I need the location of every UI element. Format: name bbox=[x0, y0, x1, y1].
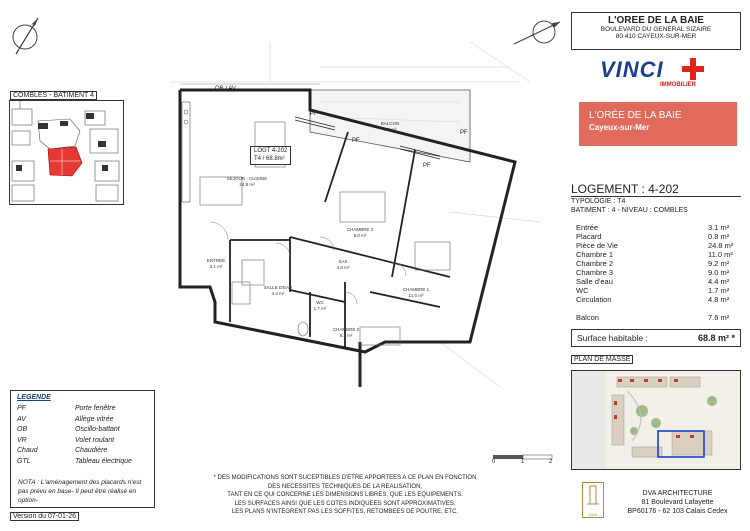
version-label: Version du 07-01-26 bbox=[10, 512, 79, 521]
logement-panel bbox=[571, 182, 741, 215]
table-row: Chambre 2 9.2 m² bbox=[576, 259, 730, 268]
window-mark: PF bbox=[460, 130, 468, 136]
room-label-wc: WC 1.7 m² bbox=[313, 300, 327, 311]
room-label-chambre-3: CHAMBRE 3 9.0 m² bbox=[346, 227, 374, 238]
table-row: Circulation 4.8 m² bbox=[576, 295, 730, 304]
vinci-cross-icon bbox=[682, 58, 704, 80]
legend-title: LEGENDE bbox=[17, 394, 51, 401]
window-mark: PF bbox=[310, 111, 318, 117]
plan-masse bbox=[571, 370, 741, 470]
scale-bar: 0 1 2 bbox=[493, 450, 553, 470]
legend-item: OB Oscillo-battant bbox=[17, 426, 120, 433]
architect-logo: DVA bbox=[582, 482, 604, 518]
address-line-1: BOULEVARD DU GENERAL SIZAIRE bbox=[600, 26, 712, 33]
window-mark: PF bbox=[352, 138, 360, 144]
plan-masse-title: PLAN DE MASSE bbox=[571, 355, 633, 364]
table-row: Salle d'eau 4.4 m² bbox=[576, 277, 730, 286]
table-row: Placard 0.8 m² bbox=[576, 232, 730, 241]
project-header bbox=[571, 12, 741, 50]
legend-item: AV Allège vitrée bbox=[17, 415, 114, 423]
table-row: Chambre 1 11.0 m² bbox=[576, 250, 733, 259]
legend-note: NOTA : L'aménagement des placards n'est pas prévu en base- Il peut être réalisé en option- bbox=[18, 478, 153, 505]
table-row: Chambre 3 9.0 m² bbox=[576, 268, 730, 277]
window-mark: OB / AV bbox=[215, 86, 236, 92]
table-row: Entrée 3.1 m² bbox=[576, 223, 730, 232]
project-banner: L'ORÉE DE LA BAIE Cayeux-sur-Mer bbox=[579, 102, 737, 146]
room-label-chambre-1: CHAMBRE 1 11.0 m² bbox=[402, 287, 430, 298]
room-label-entree: ENTREE 3.1 m² bbox=[206, 258, 226, 269]
legend-item: GTL Tableau électrique bbox=[17, 457, 132, 465]
compass-icon bbox=[512, 14, 562, 50]
project-title: L'OREE DE LA BAIE bbox=[608, 15, 704, 26]
dva-emblem-icon bbox=[583, 483, 603, 507]
architect-info: DVA ARCHITECTURE 81 Boulevard Lafayette BP60176 - 62 103 Calais Cedex bbox=[627, 490, 728, 515]
room-label-sas: SAS 4.8 m² bbox=[336, 259, 350, 270]
room-label-salle-eau: SALLE D'EAU 4.4 m² bbox=[263, 285, 293, 296]
key-plan-title: COMBLES - BATIMENT 4 bbox=[10, 91, 97, 100]
legend-item: PF Porte fenêtre bbox=[17, 405, 116, 412]
window-mark: PF bbox=[423, 163, 431, 169]
table-row-balcon: Balcon 7.6 m² bbox=[576, 313, 730, 322]
room-label-chambre-2: CHAMBRE 2 9.2 m² bbox=[332, 327, 360, 338]
table-row: Pièce de Vie 24.8 m² bbox=[576, 241, 734, 250]
surfaces-table bbox=[576, 223, 738, 322]
north-arrow-icon bbox=[8, 14, 42, 60]
typologie: TYPOLOGIE : T4 bbox=[571, 198, 626, 205]
table-row: WC 1.7 m² bbox=[576, 286, 730, 295]
batiment: BATIMENT : 4 - NIVEAU : COMBLES bbox=[571, 207, 688, 214]
disclaimer: * DES MODIFICATIONS SONT SUCEPTIBLES D'ETRE APPORTEES A CE PLAN EN FONCTION DES NECESSITES TECHNIQUES DE LA REALISATION, TANT EN CE QUI CONCERNE LES DIMENSIONS LIBRES, QUE LES EQUIPEMENTS. LES SURFACES AINSI QUE LES COTES INDIQUEES SONT APPROXIMATIVES. LES PLANS N'INTEGRENT PAS LES SOFFITES, RETOMBEES DE POUTRE, ETC. bbox=[213, 475, 477, 515]
key-plan bbox=[9, 100, 124, 205]
room-label-balcon: BALCON 7.6 m² bbox=[380, 121, 400, 132]
vinci-logo: VINCI IMMOBILIER bbox=[600, 58, 710, 92]
logement-title: LOGEMENT : 4-202 bbox=[571, 182, 741, 197]
surface-habitable: Surface habitable : 68.8 m² * bbox=[571, 329, 741, 347]
room-label-sejour: SEJOUR - CUISINE 24.8 m² bbox=[226, 176, 268, 187]
legend-item: VR Volet roulant bbox=[17, 436, 115, 444]
legend-item: Chaud Chaudière bbox=[17, 447, 108, 454]
logt-label: LOGT 4-202 T4 / 68.8m² bbox=[250, 146, 291, 165]
address-line-2: 80 410 CAYEUX-SUR-MER bbox=[615, 33, 697, 40]
